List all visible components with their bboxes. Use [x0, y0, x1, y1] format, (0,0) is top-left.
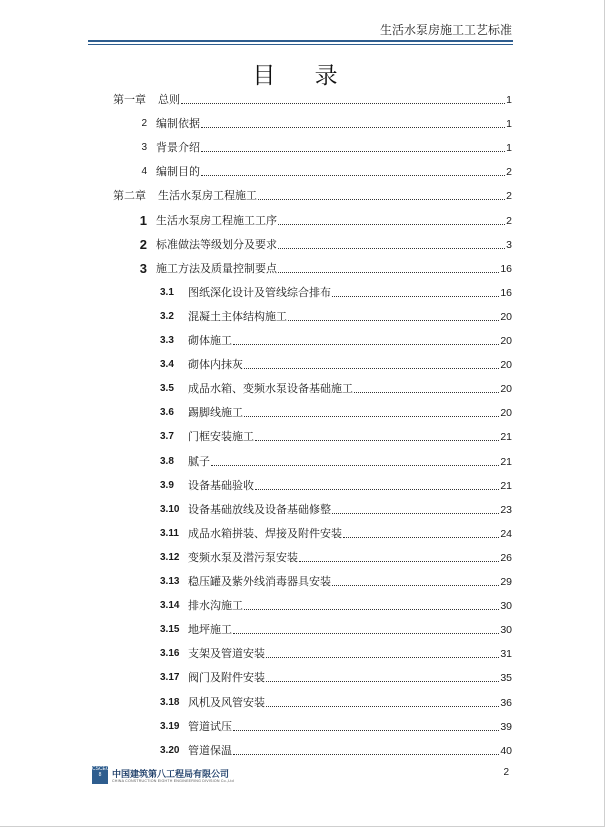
toc-entry-page: 36: [500, 697, 512, 709]
toc-entry[interactable]: [160, 549, 512, 565]
toc-entry-label: 设备基础放线及设备基础修整: [188, 503, 331, 516]
toc-entry-number: 3.20: [160, 745, 180, 756]
toc-entry-page: 20: [500, 335, 512, 347]
toc-leader-dots: [201, 174, 505, 176]
toc-entry[interactable]: [133, 139, 512, 155]
toc-entry-number: 3.4: [160, 359, 174, 370]
toc-entry[interactable]: [160, 404, 512, 420]
toc-entry[interactable]: [133, 163, 512, 179]
toc-entry-page: 16: [500, 287, 512, 299]
toc-entry[interactable]: [113, 91, 512, 107]
toc-entry[interactable]: [160, 332, 512, 348]
toc-entry-label: 地坪施工: [188, 623, 232, 636]
toc-entry-number: 2: [139, 237, 147, 252]
toc-entry-page: 20: [500, 407, 512, 419]
toc-entry-label: 施工方法及质量控制要点: [156, 262, 277, 275]
toc-entry-label: 背景介绍: [156, 141, 200, 154]
toc-entry-label: 腻子: [188, 455, 210, 468]
toc-entry-number: 3.10: [160, 504, 180, 515]
toc-entry[interactable]: [160, 669, 512, 685]
toc-leader-dots: [278, 271, 499, 273]
toc-entry-number: 3.6: [160, 407, 174, 418]
toc-entry[interactable]: [133, 115, 512, 131]
toc-entry[interactable]: [160, 308, 512, 324]
toc-entry-page: 21: [500, 431, 512, 443]
toc-entry-number: 1: [139, 213, 147, 228]
toc-entry-label: 门框安装施工: [188, 430, 254, 443]
toc-leader-dots: [278, 223, 505, 225]
toc-entry-label: 砌体施工: [188, 334, 232, 347]
toc-leader-dots: [354, 391, 499, 393]
toc-entry-page: 26: [500, 552, 512, 564]
toc-entry-number: 第一章: [113, 93, 146, 106]
toc-entry[interactable]: [160, 356, 512, 372]
header-title: 生活水泵房施工工艺标准: [379, 23, 512, 37]
toc-entry-number: 3.7: [160, 431, 174, 442]
toc-entry[interactable]: [160, 645, 512, 661]
toc-entry[interactable]: [160, 380, 512, 396]
toc-entry-label: 砌体内抹灰: [188, 358, 243, 371]
toc-entry[interactable]: [160, 284, 512, 300]
toc-entry-label: 变频水泵及潜污泵安装: [188, 551, 298, 564]
toc-entry-number: 3.13: [160, 576, 180, 587]
toc-entry-label: 生活水泵房工程施工工序: [156, 214, 277, 227]
toc-entry-number: 3.11: [160, 528, 179, 539]
toc-entry-page: 20: [500, 383, 512, 395]
toc-leader-dots: [258, 198, 505, 200]
toc-entry-page: 2: [506, 190, 512, 202]
toc-entry-number: 3.16: [160, 648, 180, 659]
toc-entry-label: 稳压罐及紫外线消毒器具安装: [188, 575, 331, 588]
toc-entry[interactable]: [113, 187, 512, 203]
toc-entry-label: 支架及管道安装: [188, 647, 265, 660]
toc-entry-page: 30: [500, 600, 512, 612]
toc-leader-dots: [332, 512, 499, 514]
toc-entry-number: 3.14: [160, 600, 180, 611]
toc-leader-dots: [266, 705, 499, 707]
toc-entry-page: 23: [500, 504, 512, 516]
toc-entry[interactable]: [160, 718, 512, 734]
toc-leader-dots: [201, 126, 505, 128]
toc-leader-dots: [244, 415, 499, 417]
toc-entry-label: 排水沟施工: [188, 599, 243, 612]
toc-entry-label: 混凝土主体结构施工: [188, 310, 287, 323]
toc-entry-number: 4: [141, 166, 147, 177]
toc-entry-page: 21: [500, 480, 512, 492]
toc-entry-number: 3.9: [160, 480, 174, 491]
toc-entry-label: 图纸深化设计及管线综合排布: [188, 286, 331, 299]
header-rule-thin: [88, 44, 513, 45]
footer-company-name: 中国建筑第八工程局有限公司: [112, 770, 230, 780]
toc-entry-page: 3: [506, 239, 512, 251]
toc-entry-number: 3.17: [160, 672, 180, 683]
toc-leader-dots: [255, 488, 499, 490]
toc-leader-dots: [244, 608, 499, 610]
toc-title: 目 录: [252, 63, 354, 89]
toc-entry-page: 2: [506, 166, 512, 178]
toc-entry-page: 2: [506, 215, 512, 227]
toc-entry-number: 3.8: [160, 456, 174, 467]
toc-leader-dots: [233, 729, 499, 731]
toc-entry-label: 标准做法等级划分及要求: [156, 238, 277, 251]
toc-entry[interactable]: [160, 477, 512, 493]
toc-entry[interactable]: [160, 573, 512, 589]
toc-entry-label: 编制依据: [156, 117, 200, 130]
toc-entry-page: 1: [506, 118, 512, 130]
toc-leader-dots: [299, 560, 499, 562]
toc-entry-label: 设备基础验收: [188, 479, 254, 492]
toc-entry-label: 成品水箱、变频水泵设备基础施工: [188, 382, 353, 395]
toc-entry[interactable]: [133, 260, 512, 276]
toc-entry-page: 40: [500, 745, 512, 757]
toc-entry-page: 21: [500, 456, 512, 468]
toc-entry-label: 成品水箱拼装、焊接及附件安装: [188, 527, 342, 540]
toc-entry-label: 阀门及附件安装: [188, 671, 265, 684]
toc-entry[interactable]: [160, 742, 512, 758]
toc-entry-number: 第二章: [113, 189, 146, 202]
toc-entry-page: 1: [506, 142, 512, 154]
toc-leader-dots: [288, 319, 499, 321]
toc-entry-page: 30: [500, 624, 512, 636]
toc-leader-dots: [255, 439, 499, 441]
toc-entry[interactable]: [160, 694, 512, 710]
toc-entry-page: 39: [500, 721, 512, 733]
toc-entry-number: 3.5: [160, 383, 174, 394]
toc-entry[interactable]: [160, 525, 512, 541]
toc-entry-number: 3.2: [160, 311, 174, 322]
toc-leader-dots: [181, 102, 505, 104]
toc-leader-dots: [278, 247, 505, 249]
toc-entry-label: 生活水泵房工程施工: [158, 189, 257, 202]
toc-entry-label: 管道保温: [188, 744, 232, 757]
toc-entry-page: 29: [500, 576, 512, 588]
toc-entry-number: 3.12: [160, 552, 180, 563]
toc-entry-page: 20: [500, 311, 512, 323]
toc-leader-dots: [266, 656, 499, 658]
toc-entry-number: 3.19: [160, 721, 180, 732]
toc-entry[interactable]: [160, 428, 512, 444]
header-rule: [88, 40, 513, 42]
toc-entry-page: 35: [500, 672, 512, 684]
toc-entry-page: 31: [500, 648, 512, 660]
toc-entry-label: 总则: [158, 93, 180, 106]
toc-entry[interactable]: [160, 597, 512, 613]
toc-entry[interactable]: [160, 453, 512, 469]
toc-entry-number: 3.3: [160, 335, 174, 346]
footer-company-name-en: CHINA CONSTRUCTION EIGHTH ENGINEERING DIVISION Co.,Ltd: [112, 779, 234, 783]
toc-leader-dots: [211, 464, 499, 466]
toc-entry[interactable]: [160, 621, 512, 637]
toc-entry[interactable]: [160, 501, 512, 517]
toc-leader-dots: [233, 343, 499, 345]
toc-entry-number: 3.18: [160, 697, 180, 708]
toc-entry[interactable]: [133, 236, 512, 252]
company-logo-icon: CSCEC 8: [92, 766, 108, 784]
toc-leader-dots: [332, 584, 499, 586]
toc-entry-page: 16: [500, 263, 512, 275]
toc-entry-number: 2: [141, 118, 147, 129]
toc-entry-number: 3.1: [160, 287, 174, 298]
toc-leader-dots: [332, 295, 499, 297]
toc-entry-page: 24: [500, 528, 512, 540]
toc-entry-label: 编制目的: [156, 165, 200, 178]
toc-leader-dots: [244, 367, 499, 369]
toc-entry-page: 1: [506, 94, 512, 106]
toc-leader-dots: [343, 536, 499, 538]
toc-entry-label: 风机及风管安装: [188, 696, 265, 709]
toc-entry-label: 踢脚线施工: [188, 406, 243, 419]
toc-entry-number: 3.15: [160, 624, 180, 635]
toc-entry-label: 管道试压: [188, 720, 232, 733]
toc-entry-number: 3: [139, 261, 147, 276]
toc-leader-dots: [201, 150, 505, 152]
toc-entry-number: 3: [141, 142, 147, 153]
toc-entry-page: 20: [500, 359, 512, 371]
toc-leader-dots: [233, 753, 499, 755]
toc-entry[interactable]: [133, 212, 512, 228]
footer-page-number: 2: [503, 767, 509, 778]
toc-leader-dots: [233, 632, 499, 634]
toc-leader-dots: [266, 680, 499, 682]
